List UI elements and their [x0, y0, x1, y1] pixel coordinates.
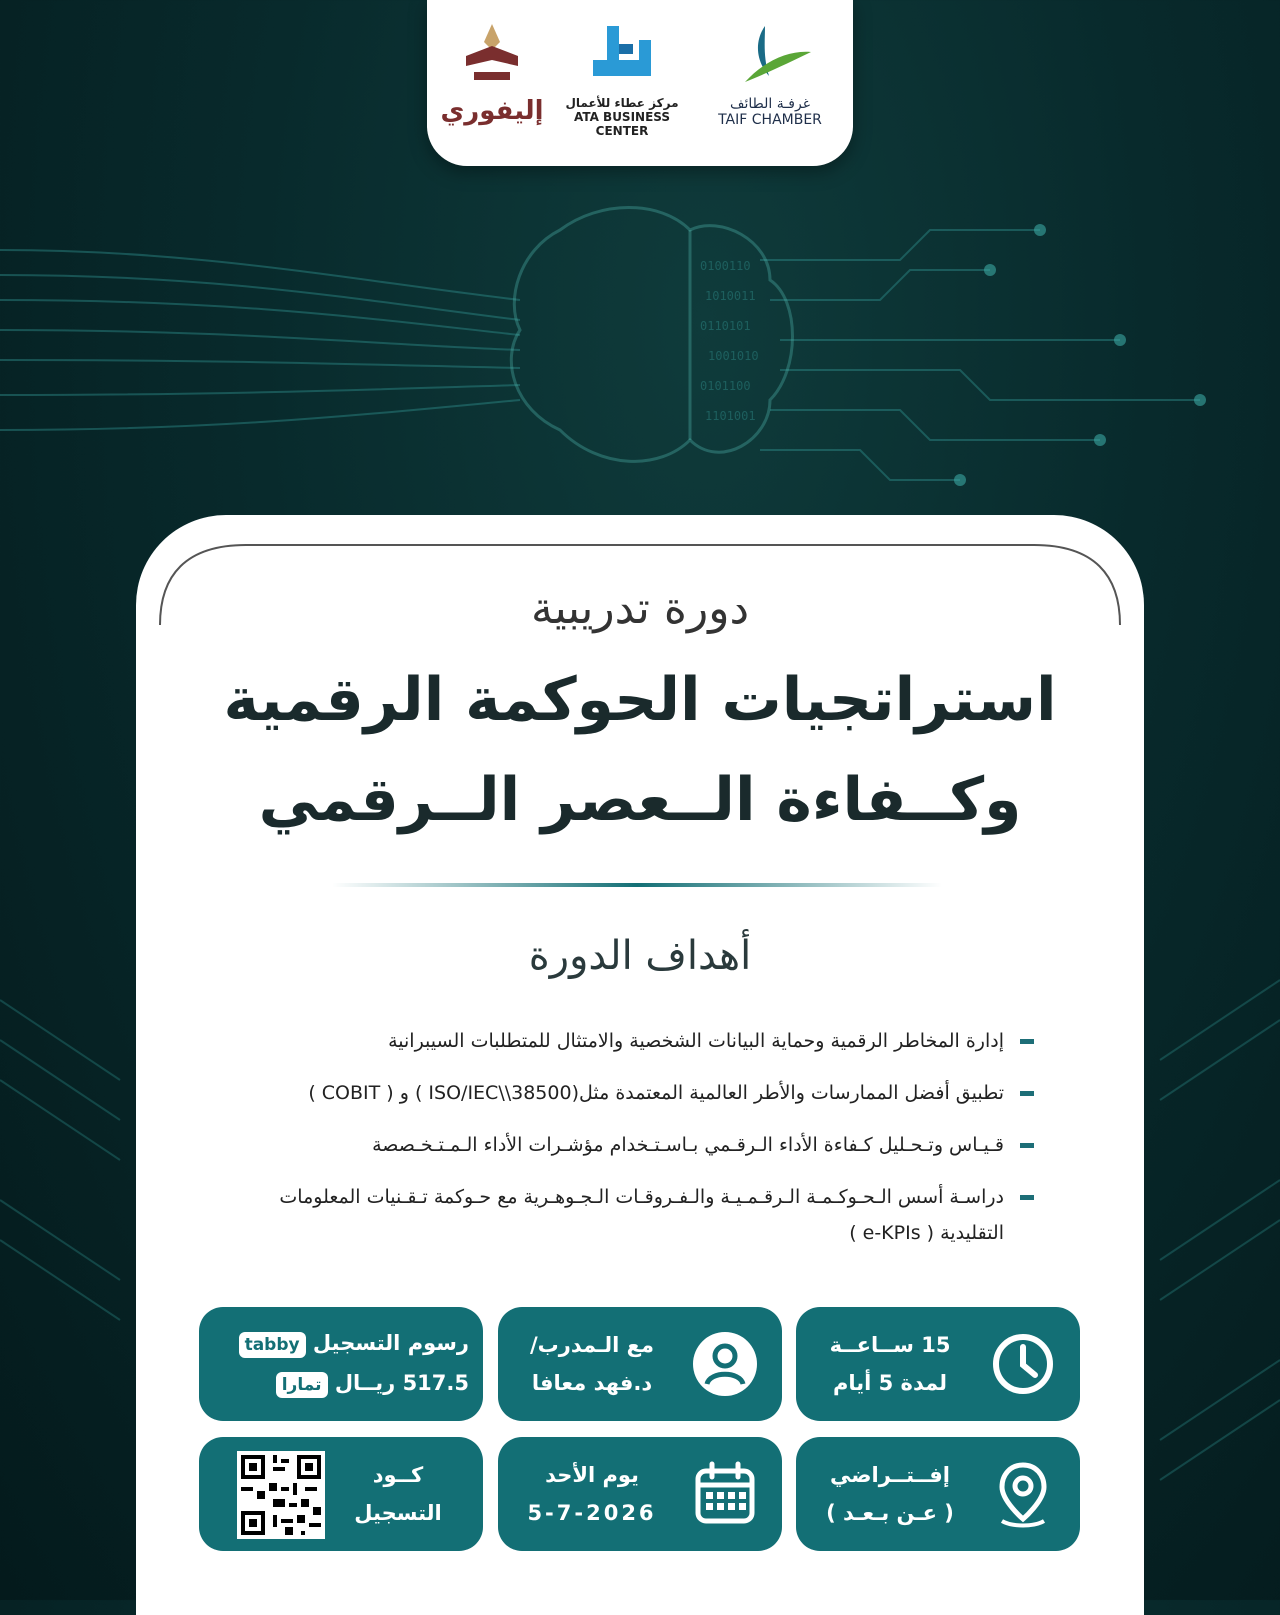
objective-item [214, 1127, 1034, 1163]
trainer-name: د.فهد معافا [531, 1371, 653, 1395]
duration-days: لمدة 5 أيام [832, 1371, 948, 1395]
registration-code-tile[interactable] [199, 1437, 483, 1551]
course-title-line1: استراتجيات الحوكمة الرقمية [223, 665, 1057, 735]
svg-text:1101001: 1101001 [705, 409, 756, 423]
location-type: إفــتــراضي [829, 1463, 951, 1487]
date-tile [498, 1437, 782, 1551]
duration-tile [796, 1307, 1080, 1421]
location-tile [796, 1437, 1080, 1551]
taif-leaf-icon [725, 20, 815, 92]
svg-text:0110101: 0110101 [700, 319, 751, 333]
alfawri-ar: إليفوري [440, 96, 544, 126]
objective-text: دراسـة أسس الـحـوكـمـة الـرقـمـيـة والـفـروقـات الـجـوهـرية مع حـوكمة تـقـنيات المعلومات التقليدية ( e-KPIs ) [279, 1186, 1004, 1244]
objective-text: قـيـاس وتـحـليل كـفاءة الأداء الـرقـمي بـاسـتـخدام مؤشـرات الأداء الـمـتـخـصصة [372, 1134, 1004, 1156]
objective-item [214, 1023, 1034, 1059]
code-label-line2: التسجيل [354, 1501, 442, 1525]
trainer-label: مع الـمدرب/ [530, 1333, 654, 1357]
svg-text:1010011: 1010011 [705, 289, 756, 303]
objective-item [214, 1075, 1034, 1111]
fees-row-2 [213, 1371, 469, 1398]
objective-text: إدارة المخاطر الرقمية وحماية البيانات الشخصية والامتثال للمتطلبات السيبرانية [388, 1030, 1004, 1052]
code-label-line1: كــود [372, 1463, 424, 1487]
tamara-badge: تمارا [276, 1372, 328, 1398]
calendar-icon [690, 1459, 760, 1529]
alfawri-logo [437, 20, 547, 126]
bullet-dash [1020, 1195, 1034, 1200]
trainer-tile [498, 1307, 782, 1421]
course-title-line2: وكــفاءة الــعصر الــرقمي [258, 765, 1022, 835]
date-value: 5-7-2026 [527, 1501, 657, 1525]
objective-item [214, 1179, 1034, 1251]
fees-amount: 517.5 ريــال [334, 1371, 469, 1395]
location-note: ( عـن بـعـد ) [826, 1501, 954, 1525]
bullet-dash [1020, 1039, 1034, 1044]
fees-label: رسوم التسجيل [312, 1331, 469, 1355]
svg-text:0101100: 0101100 [700, 379, 751, 393]
taif-ar: غرفـة الطائف [729, 96, 811, 112]
logo-header [427, 0, 853, 166]
fees-row-1 [213, 1331, 469, 1358]
fees-tile [199, 1307, 483, 1421]
ata-mark-icon [577, 20, 667, 92]
taif-en: TAIF CHAMBER [718, 112, 822, 128]
bullet-dash [1020, 1091, 1034, 1096]
duration-hours: 15 ســاعــة [829, 1333, 951, 1357]
ata-ar: مركز عطاء للأعمال [565, 96, 679, 110]
svg-text:1001010: 1001010 [708, 349, 759, 363]
svg-text:0100110: 0100110 [700, 259, 751, 273]
bullet-dash [1020, 1143, 1034, 1148]
course-kicker: دورة تدريبية [530, 583, 750, 634]
location-pin-icon [988, 1459, 1058, 1529]
date-day: يوم الأحد [545, 1463, 639, 1487]
ata-logo [547, 20, 697, 138]
alfawri-mark-icon [452, 20, 532, 92]
objectives-list [214, 1023, 1034, 1267]
course-card [136, 515, 1144, 1615]
title-divider [332, 883, 942, 887]
tabby-badge: tabby [239, 1332, 306, 1358]
objectives-heading: أهداف الدورة [528, 933, 752, 979]
taif-chamber-logo [705, 20, 835, 128]
ata-en: ATA BUSINESS CENTER [573, 110, 671, 138]
qr-code-icon[interactable] [237, 1451, 325, 1539]
clock-icon [988, 1329, 1058, 1399]
objective-text: تطبيق أفضل الممارسات والأطر العالمية المعتمدة مثل(ISO/IEC\\38500 ) و ( COBIT ) [308, 1082, 1004, 1104]
user-icon [690, 1329, 760, 1399]
